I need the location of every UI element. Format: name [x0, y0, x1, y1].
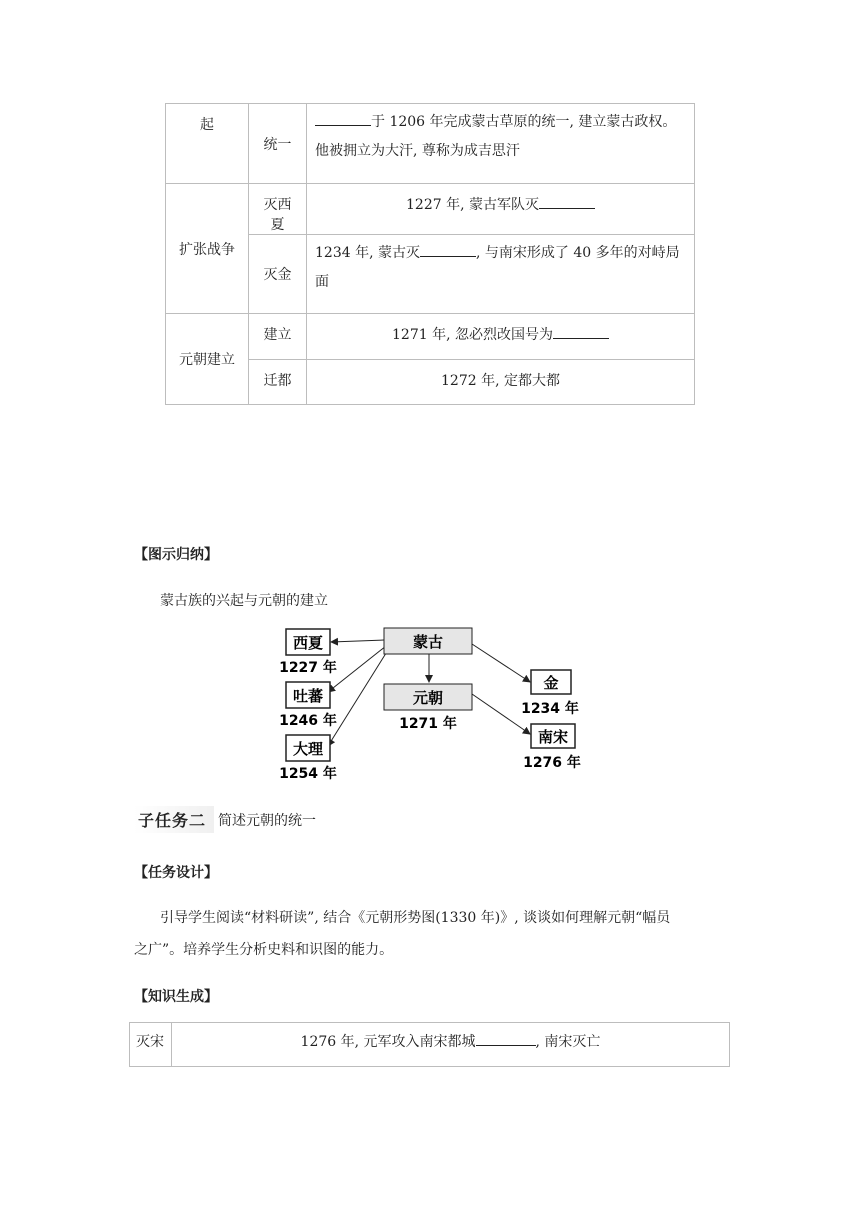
subtask-badge: 子任务二 — [134, 806, 214, 833]
heading-knowledge-generation: 【知识生成】 — [134, 989, 218, 1005]
table-cell-content — [172, 1023, 730, 1067]
node-jin — [521, 670, 579, 717]
node-label: 蒙古 — [412, 633, 444, 651]
subtask-header — [134, 806, 316, 833]
content-text: , 南宋灭亡 — [535, 1034, 601, 1050]
node-label: 南宋 — [537, 728, 569, 746]
table-cell-subcategory — [249, 235, 307, 314]
node-label: 金 — [543, 674, 559, 692]
category-label: 起 — [200, 117, 214, 133]
subcategory-label: 建立 — [263, 327, 292, 343]
category-label: 灭宋 — [136, 1034, 164, 1050]
fill-blank[interactable] — [553, 324, 609, 339]
table-cell-subcategory — [249, 184, 307, 235]
fill-blank[interactable] — [476, 1031, 536, 1046]
fill-blank[interactable] — [315, 111, 371, 126]
knowledge-table-song-conquest — [129, 1022, 730, 1067]
node-nansong — [523, 724, 581, 771]
subtask-title: 简述元朝的统一 — [218, 812, 317, 829]
mongol-expansion-diagram — [276, 622, 586, 787]
arrow-to-dali — [328, 650, 388, 746]
knowledge-table-mongol-rise — [165, 103, 695, 405]
category-label: 元朝建立 — [179, 352, 235, 368]
node-yuan — [384, 684, 472, 732]
content-text: 1276 年, 元军攻入南宋都城 — [300, 1034, 476, 1050]
category-label: 扩张战争 — [179, 241, 235, 258]
fill-blank[interactable] — [539, 194, 595, 209]
node-year: 1276 年 — [523, 755, 581, 771]
node-label: 大理 — [292, 740, 324, 758]
arrow-to-jin — [472, 644, 530, 682]
content-text: 于 1206 年完成蒙古草原的统一, 建立蒙古政权。 — [371, 114, 677, 130]
node-label: 元朝 — [412, 689, 444, 707]
table-cell-content — [307, 235, 695, 314]
subcategory-label: 统一 — [263, 136, 292, 153]
table-cell-subcategory — [249, 314, 307, 360]
node-year: 1227 年 — [279, 660, 337, 676]
node-year: 1271 年 — [399, 716, 457, 732]
table-cell-subcategory — [249, 104, 307, 184]
subcategory-label: 灭金 — [263, 267, 292, 283]
table-cell-content — [307, 360, 695, 405]
design-text-line1: 引导学生阅读“材料研读”, 结合《元朝形势图(1330 年)》, 谈谈如何理解元朝“幅员 — [160, 910, 671, 926]
diagram-title: 蒙古族的兴起与元朝的建立 — [160, 593, 328, 609]
node-label: 西夏 — [292, 634, 324, 652]
design-text-line2: 之广”。培养学生分析史料和识图的能力。 — [134, 942, 394, 958]
heading-task-design: 【任务设计】 — [134, 865, 218, 881]
node-year: 1254 年 — [279, 766, 337, 782]
content-text: 1271 年, 忽必烈改国号为 — [392, 327, 553, 343]
arrow-to-xixia — [331, 640, 384, 642]
node-dali — [279, 735, 337, 782]
content-text: , 与南宋形成了 40 多年的对峙局 — [475, 245, 680, 261]
content-text: 1227 年, 蒙古军队灭 — [406, 197, 539, 213]
fill-blank[interactable] — [420, 242, 476, 257]
node-year: 1234 年 — [521, 701, 579, 717]
content-text: 1234 年, 蒙古灭 — [315, 245, 420, 261]
content-text: 1272 年, 定都大都 — [441, 373, 560, 389]
subcategory-label: 灭西夏 — [263, 197, 292, 233]
table-cell-category — [166, 314, 249, 405]
node-tubo — [279, 682, 337, 729]
table-cell-category — [166, 104, 249, 184]
table-cell-subcategory — [249, 360, 307, 405]
content-text: 面 — [315, 274, 329, 290]
node-label: 吐蕃 — [292, 687, 324, 705]
table-cell-content — [307, 104, 695, 184]
table-cell-content — [307, 314, 695, 360]
table-cell-category — [166, 184, 249, 314]
table-cell-content — [307, 184, 695, 235]
heading-diagram-summary: 【图示归纳】 — [134, 547, 218, 563]
node-xixia — [279, 629, 337, 676]
subcategory-label: 迁都 — [263, 373, 292, 389]
table-cell-category — [130, 1023, 172, 1067]
node-year: 1246 年 — [279, 713, 337, 729]
node-mongol — [384, 628, 472, 654]
content-text: 他被拥立为大汗, 尊称为成吉思汗 — [315, 143, 520, 159]
